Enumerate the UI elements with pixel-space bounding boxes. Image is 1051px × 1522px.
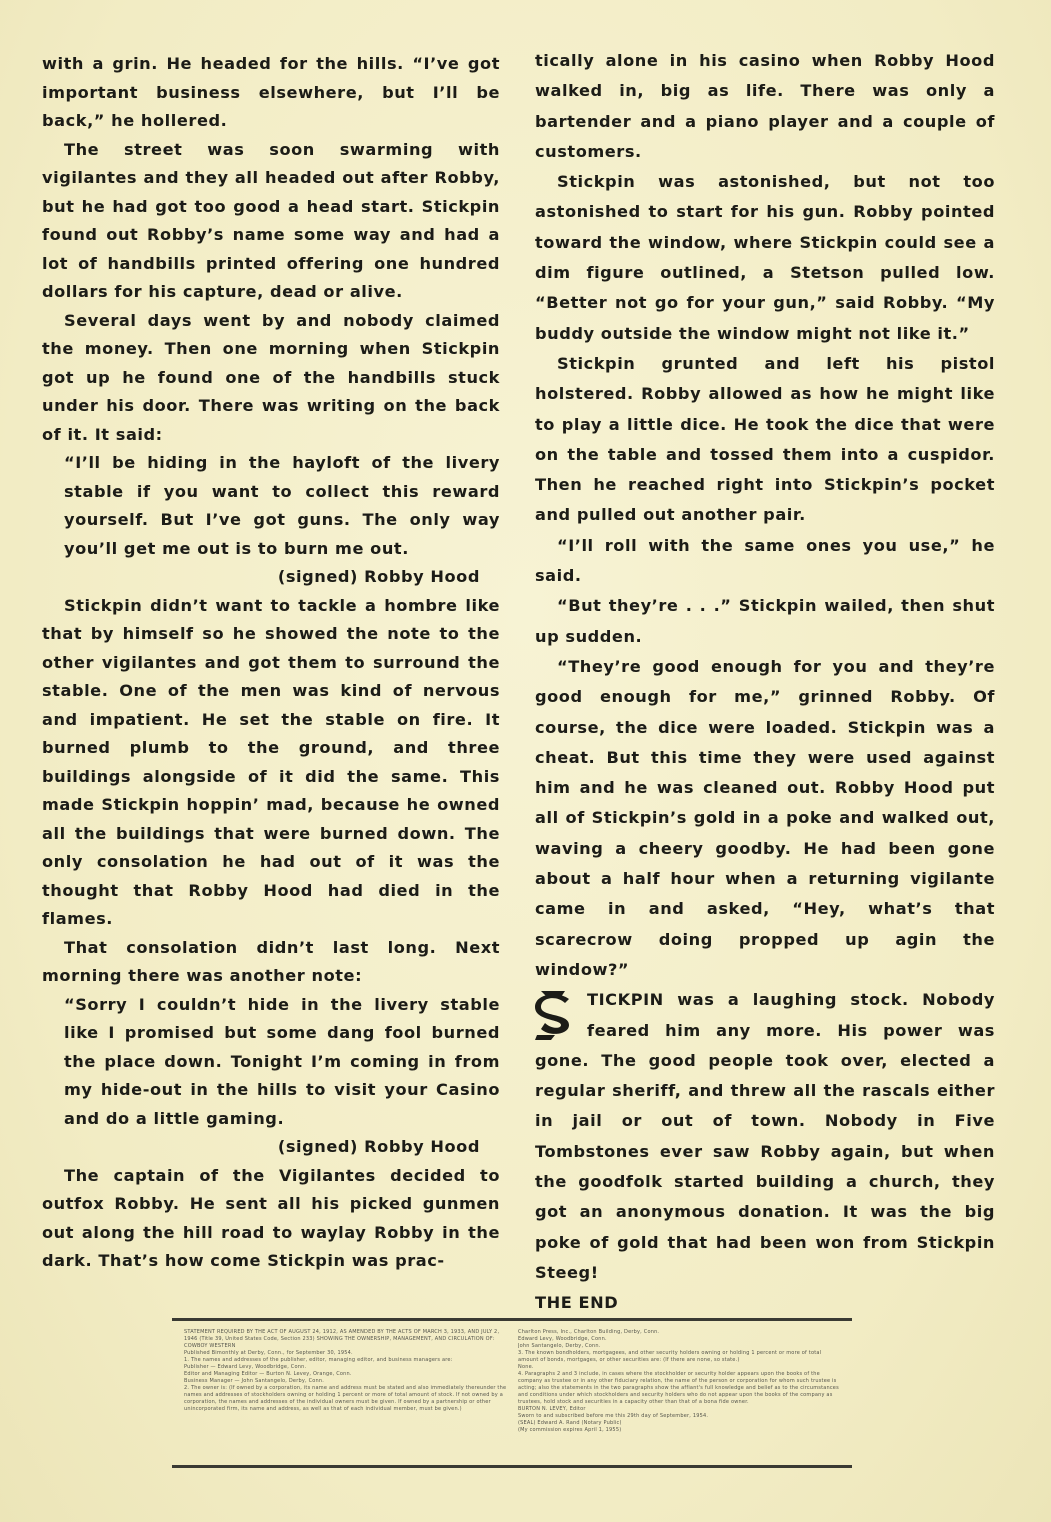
statement-line: 4. Paragraphs 2 and 3 include, in cases where the stockholder or security holder appears upon the books of the company as trustee or in any other fiduciary relation, the name of the person or corporation for whom such trustee is acting; also the statements in the two paragraphs show the affiant's full knowledge and belief as to the circumstances and conditions under which stockholders and security holders who do not appear upon the books of the company as trustees, hold stock and securities in a capacity other than that of a bona fide owner. xyxy=(518,1371,839,1405)
statement-line: None. xyxy=(518,1364,534,1370)
right-paragraph-1: tically alone in his casino when Robby Hood walked in, big as life. There was only a bartender and a piano player and a couple of customers. xyxy=(535,51,995,161)
left-paragraph-1: with a grin. He headed for the hills. “I’ve got important business elsewhere, but I’ll be back,” he hollered. xyxy=(42,54,500,130)
statement-line: Editor and Managing Editor — Burton N. Levey, Orange, Conn. xyxy=(184,1371,352,1377)
statement-line: STATEMENT REQUIRED BY THE ACT OF AUGUST 24, 1912, AS AMENDED BY THE ACTS OF MARCH 3, 1933, AND JULY 2, 1946 (Title 39, United States Code, Section 233) SHOWING THE OWNERSHIP, MANAGEMENT, AND CIRCULATION OF: xyxy=(184,1329,500,1342)
statement-line: BURTON N. LEVEY, Editor xyxy=(518,1406,586,1412)
left-paragraph-5: That consolation didn’t last long. Next morning there was another note: xyxy=(42,937,500,985)
statement-line: COWBOY WESTERN xyxy=(184,1343,236,1349)
left-paragraph-4: Stickpin didn’t want to tackle a hombre like that by himself so he showed the note to the other vigilantes and got them to surround the stable. One of the men was kind of nervous and impatient. He set the stable on fire. It burned plumb to the ground, and three buildings alongside of it did the same. This made Stickpin hoppin’ mad, because he owned all the buildings that were burned down. The only consolation he had out of it was the thought that Robby Hood had died in the flames. xyxy=(42,595,500,928)
left-column xyxy=(42,50,500,1276)
first-note-quote: “I’ll be hiding in the hayloft of the livery stable if you want to collect this reward yourself. But I’ve got guns. The only way you’ll get me out is to burn me out. xyxy=(64,453,500,558)
statement-line: 2. The owner is: (If owned by a corporation, its name and address must be stated and also immediately thereunder the names and addresses of stockholders owning or holding 1 percent or more of total amount of stock. If not owned by a corporation, the names and addresses of the individual owners must be given. If owned by a partnership or other unincorporated firm, its name and address, as well as that of each individual member, must be given.) xyxy=(184,1385,507,1412)
statement-line: 3. The known bondholders, mortgagees, and other security holders owning or holding 1 percent or more of total amount of bonds, mortgages, or other securities are: (If there are none, so state.) xyxy=(518,1350,822,1363)
closing-paragraph xyxy=(535,985,995,1288)
statement-line: (My commission expires April 1, 1955) xyxy=(518,1427,622,1433)
dropcap-s-icon xyxy=(535,989,581,1041)
left-paragraph-3: Several days went by and nobody claimed the money. Then one morning when Stickpin got up he found one of the handbills stuck under his door. There was writing on the back of it. It said: xyxy=(42,310,500,444)
the-end-label: THE END xyxy=(535,1293,619,1313)
second-note-quote: “Sorry I couldn’t hide in the livery stable like I promised but some dang fool burned the place down. Tonight I’m coming in from my hide-out in the hills to visit your Casino and do a little gaming. xyxy=(64,994,500,1128)
right-paragraph-4: “I’ll roll with the same ones you use,” he said. xyxy=(535,535,995,586)
statement-line: John Santangelo, Derby, Conn. xyxy=(518,1343,601,1349)
statement-line: (SEAL) Edward A. Rand (Notary Public) xyxy=(518,1420,622,1426)
second-note-signature: (signed) Robby Hood xyxy=(277,1137,480,1156)
right-column xyxy=(535,46,995,1318)
ownership-statement xyxy=(172,1318,852,1468)
statement-line: Charlton Press, Inc., Charlton Building, Derby, Conn. xyxy=(518,1329,660,1335)
dropcap-s-graphic xyxy=(535,989,581,1041)
statement-right-column xyxy=(518,1329,843,1457)
first-note-signature: (signed) Robby Hood xyxy=(277,567,480,586)
statement-line: Sworn to and subscribed before me this 29th day of September, 1954. xyxy=(518,1413,709,1419)
closing-text: TICKPIN was a laughing stock. Nobody feared him any more. His power was gone. The good people took over, elected a regular sheriff, and threw all the rascals either in jail or out of town. Nobody in Five Tombstones ever saw Robby again, but when the goodfolk started building a church, they got an anonymous donation. It was the big poke of gold that had been won from Stickpin Steeg! xyxy=(535,990,995,1282)
statement-line: Published Bimonthly at Derby, Conn., for September 30, 1954. xyxy=(184,1350,353,1356)
left-paragraph-2: The street was soon swarming with vigilantes and they all headed out after Robby, but he had got too good a head start. Stickpin found out Robby’s name some way and had a lot of handbills printed offering one hundred dollars for his capture, dead or alive. xyxy=(42,139,500,301)
right-paragraph-2: Stickpin was astonished, but not too astonished to start for his gun. Robby pointed toward the window, where Stickpin could see a dim figure outlined, a Stetson pulled low. “Better not go for your gun,” said Robby. “My buddy outside the window might not like it.” xyxy=(535,172,995,343)
statement-left-column xyxy=(184,1329,509,1457)
right-paragraph-5: “But they’re . . .” Stickpin wailed, then shut up sudden. xyxy=(535,596,995,646)
statement-line: Publisher — Edward Levy, Woodbridge, Conn. xyxy=(184,1364,307,1370)
statement-line: 1. The names and addresses of the publisher, editor, managing editor, and business managers are: xyxy=(184,1357,453,1363)
left-paragraph-6: The captain of the Vigilantes decided to outfox Robby. He sent all his picked gunmen out along the hill road to waylay Robby in the dark. That’s how come Stickpin was prac- xyxy=(42,1165,500,1270)
right-paragraph-6: “They’re good enough for you and they’re good enough for me,” grinned Robby. Of course, the dice were loaded. Stickpin was a cheat. But this time they were used against him and he was cleaned out. Robby Hood put all of Stickpin’s gold in a poke and walked out, waving a cheery goodby. He had been gone about a half hour when a returning vigilante came in and asked, “Hey, what’s that scarecrow doing propped up agin the window?” xyxy=(535,656,995,979)
statement-line: Business Manager — John Santangelo, Derby, Conn. xyxy=(184,1378,325,1384)
statement-line: Edward Levy, Woodbridge, Conn. xyxy=(518,1336,607,1342)
right-paragraph-3: Stickpin grunted and left his pistol holstered. Robby allowed as how he might like to play a little dice. He took the dice that were on the table and tossed them into a cuspidor. Then he reached right into Stickpin’s pocket and pulled out another pair. xyxy=(535,353,995,525)
